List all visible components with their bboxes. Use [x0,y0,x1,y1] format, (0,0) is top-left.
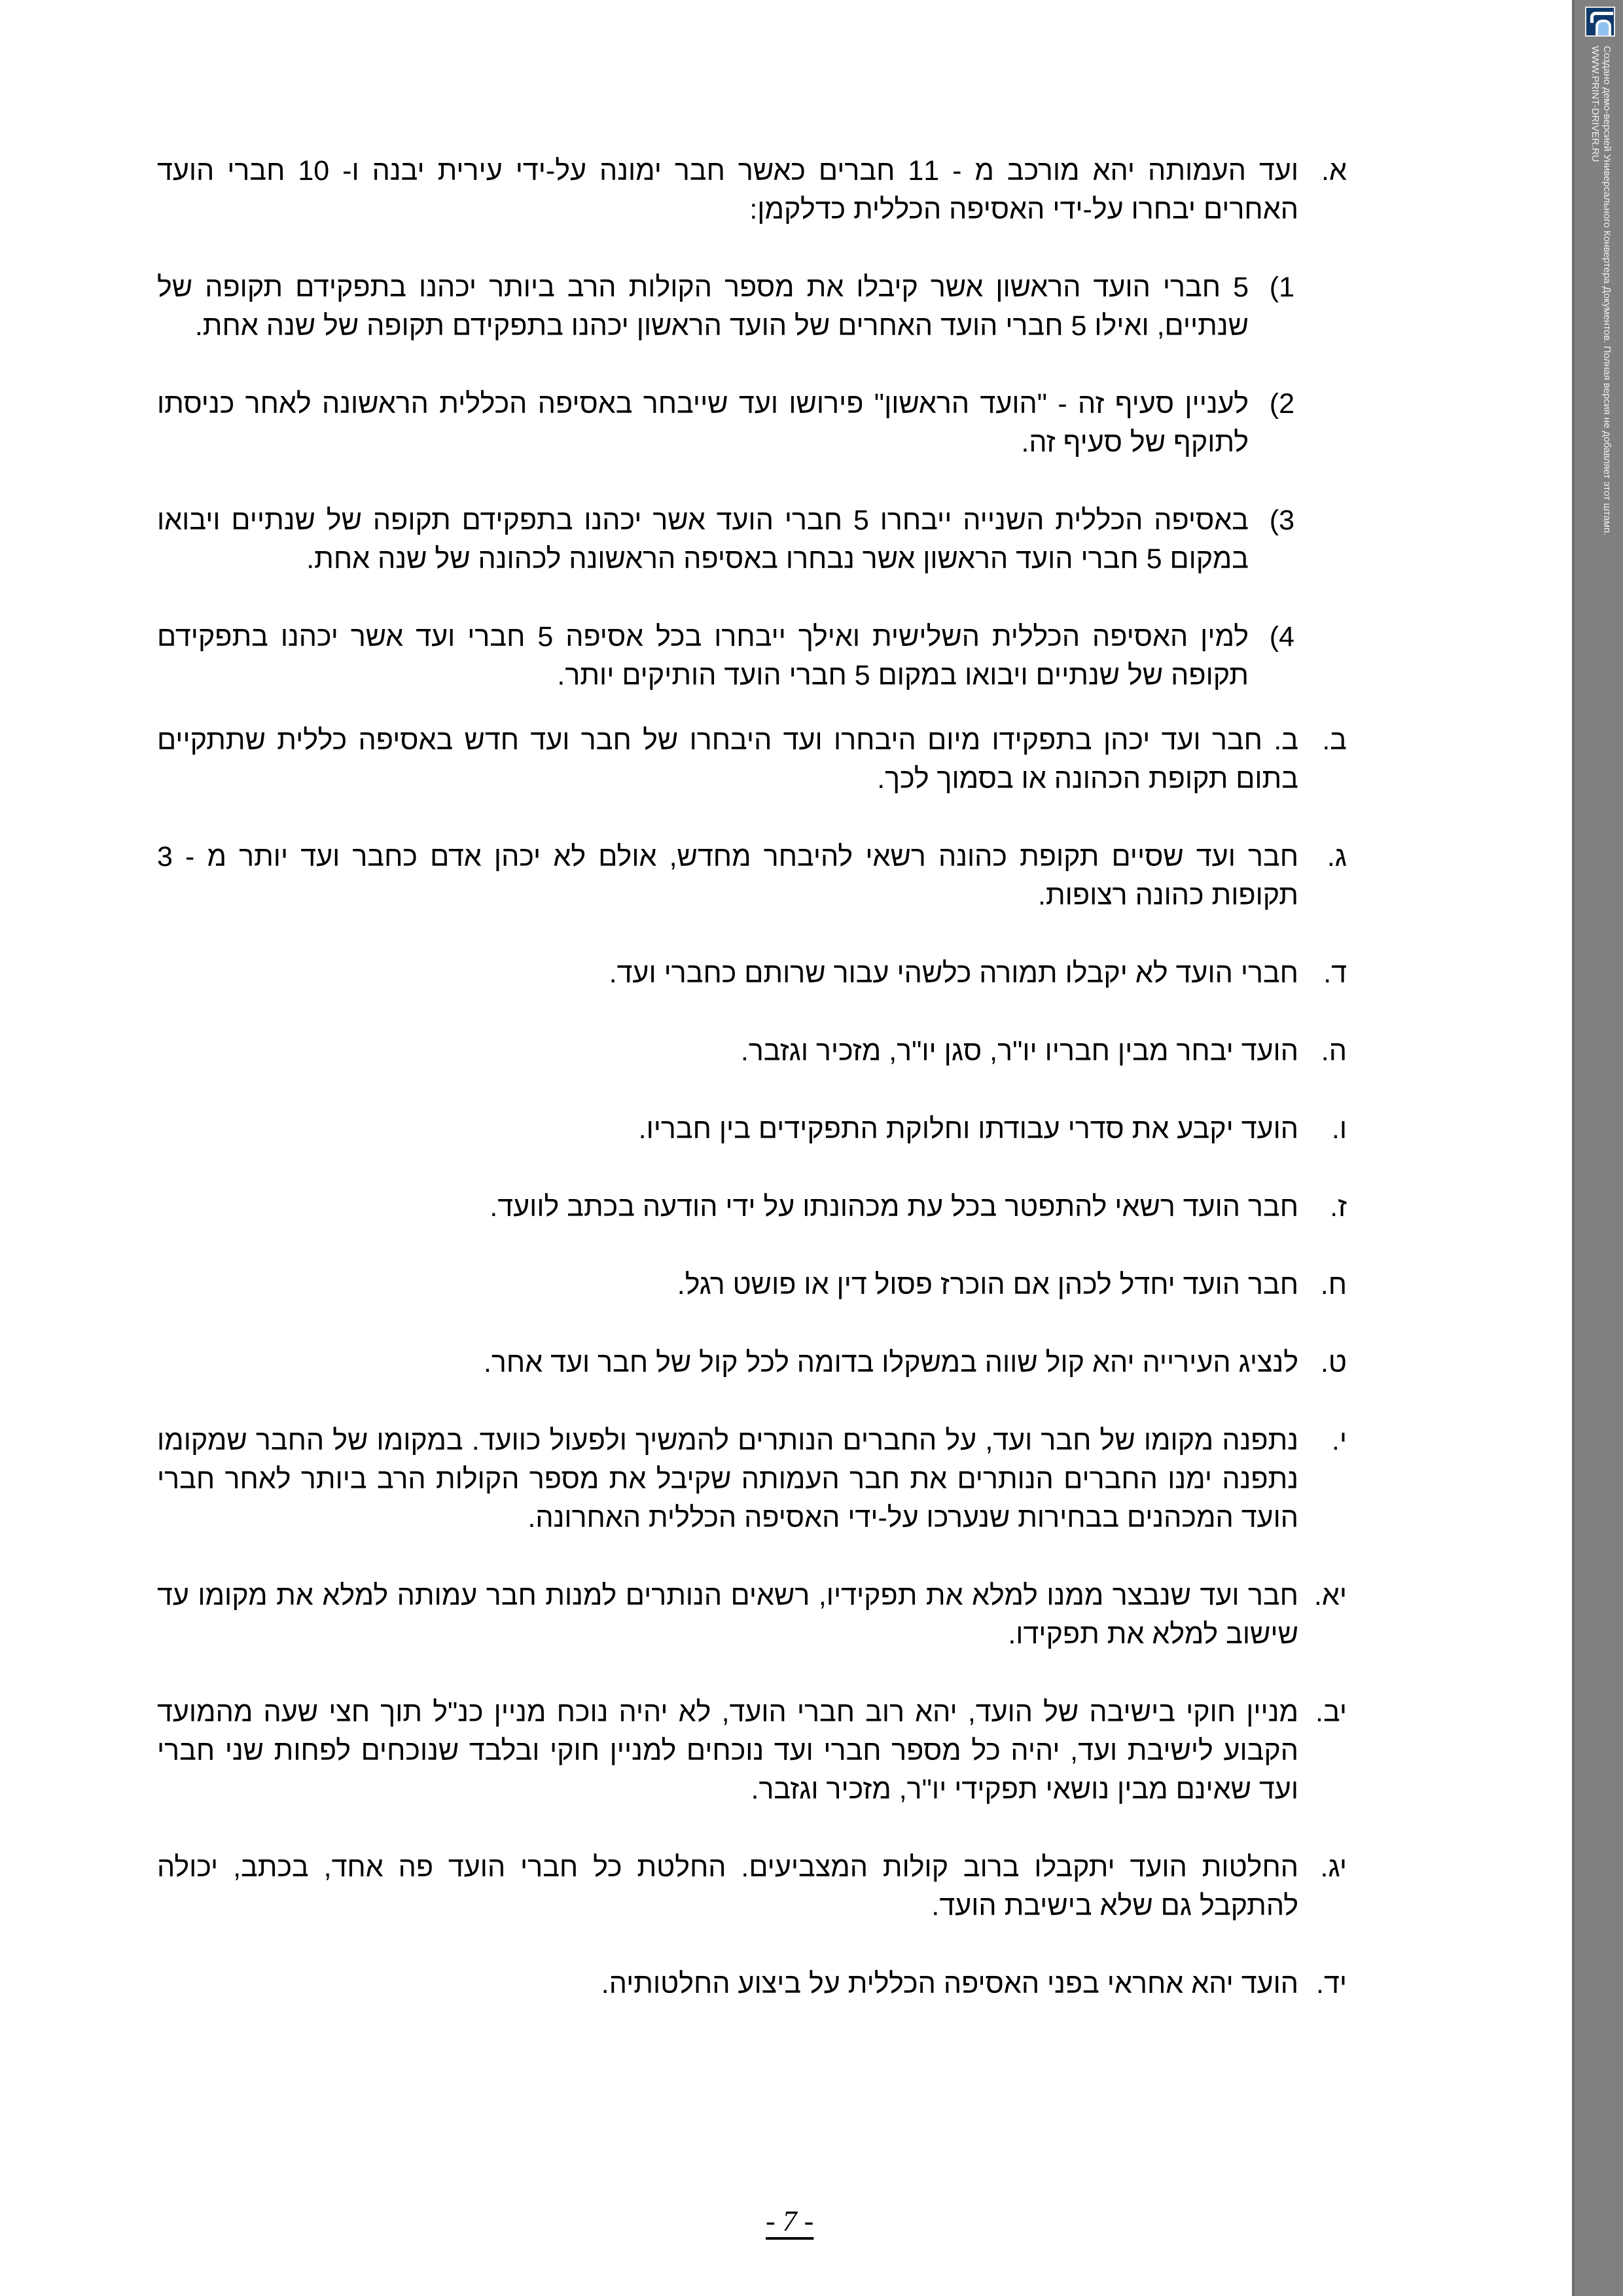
page-number: - 7 - [766,2205,814,2237]
clause-text: הועד יהא אחראי בפני האסיפה הכללית על ביצוע החלטותיה. [601,1968,1298,2000]
clause-yod-dalet [157,1965,1347,2003]
subclause-label: 2) [1269,388,1294,420]
clause-zayin [157,1188,1347,1227]
clause-text: חברי הועד לא יקבלו תמורה כלשהי עבור שרותם כחברי ועד. [609,958,1298,989]
subclause-2 [157,385,1347,462]
watermark-line-2: WWW.PRINT-DRIVER.RU [1590,46,1601,162]
subclause-text: לעניין סעיף זה - "הועד הראשון" פירושו ועד שייבחר באסיפה הכללית הראשונה לאחר כניסתו לתוקף של סעיף זה. [157,388,1249,458]
clause-label: א. [1321,155,1347,187]
clause-label: יג. [1320,1852,1347,1883]
clause-label: י. [1331,1425,1347,1456]
clause-text: מניין חוקי בישיבה של הועד, יהא רוב חברי הועד, לא יהיה נוכח מניין כנ"ל תוך חצי שעה מהמועד הקבוע לישיבת ועד, יהיה כל מספר חברי ועד נוכחים למניין חוקי ובלבד שנוכחים לפחות שני חברי ועד שאינם מבין נושאי תפקידי יו"ר, מזכיר וגזבר. [157,1696,1298,1805]
subclause-label: 4) [1269,621,1294,653]
clause-label: ד. [1323,958,1347,989]
clause-text: חבר הועד יחדל לכהן אם הוכרז פסול דין או פושט רגל. [677,1269,1298,1300]
clause-yod [157,1422,1347,1537]
clause-label: ה. [1321,1035,1347,1067]
clause-vav [157,1110,1347,1149]
document-body [157,152,1347,2043]
clause-yod-bet [157,1693,1347,1809]
clause-alef [157,152,1347,229]
clause-label: ו. [1331,1113,1347,1145]
clause-gimel [157,838,1347,915]
clause-text: הועד יבחר מבין חבריו יו"ר, סגן יו"ר, מזכיר וגזבר. [740,1035,1298,1067]
clause-text: לנציג העירייה יהא קול שווה במשקלו בדומה לכל קול של חבר ועד אחר. [483,1347,1298,1378]
subclause-1 [157,268,1347,346]
clause-bet [157,721,1347,798]
subclause-3 [157,501,1347,579]
clause-text: ב. חבר ועד יכהן בתפקידו מיום היבחרו ועד היבחרו של חבר ועד חדש באסיפה כללית שתתקיים בתום תקופת הכהונה או בסמוך לכך. [157,725,1298,795]
subclause-4 [157,618,1347,695]
watermark-line-1: Создано демо-версией Универсального Конвертера Документов. Полная версия не добавляет этот штамп. [1601,46,1613,536]
clause-het [157,1266,1347,1304]
clause-text: הועד יקבע את סדרי עבודתו וחלוקת התפקידים בין חבריו. [638,1113,1298,1145]
demo-watermark-stamp [1572,0,1623,2296]
clause-label: ג. [1327,841,1347,872]
subclause-text: באסיפה הכללית השנייה ייבחרו 5 חברי הועד אשר יכהנו בתפקידם תקופה של שנתיים ויבואו במקום 5 חברי הועד הראשון אשר נבחרו באסיפה הראשונה לכהונה של שנה אחת. [157,505,1249,575]
clause-dalet [157,954,1347,993]
subclause-text: למין האסיפה הכללית השלישית ואילך ייבחרו בכל אסיפה 5 חברי ועד אשר יכהנו בתפקידם תקופה של שנתיים ויבואו במקום 5 חברי הועד הותיקים יותר. [157,621,1249,691]
clause-text: חבר ועד שסיים תקופת כהונה רשאי להיבחר מחדש, אולם לא יכהן אדם כחבר ועד יותר מ - 3 תקופות כהונה רצופות. [157,841,1298,911]
clause-label: יד. [1316,1968,1347,2000]
clause-text: ועד העמותה יהא מורכב מ - 11 חברים כאשר חבר ימונה על-ידי עירית יבנה ו- 10 חברי הועד האחרים יבחרו על-ידי האסיפה הכללית כדלקמן: [157,155,1298,225]
subclause-text: 5 חברי הועד הראשון אשר קיבלו את מספר הקולות הרב ביותר יכהנו בתפקידם תקופה של שנתיים, ואילו 5 חברי הועד האחרים של הועד הראשון יכהנו בתפקידם תקופה של שנה אחת. [157,272,1249,342]
subclause-label: 1) [1269,272,1294,303]
clause-he [157,1032,1347,1071]
watermark-text [1589,46,1613,535]
clause-yod-gimel [157,1848,1347,1926]
clause-label: ט. [1320,1347,1347,1378]
clause-tet [157,1344,1347,1382]
clause-label: יא. [1313,1580,1347,1611]
clause-label: ח. [1320,1269,1347,1300]
clause-text: החלטות הועד יתקבלו ברוב קולות המצביעים. החלטת כל חברי הועד פה אחד, בכתב, יכולה להתקבל גם שלא בישיבת הועד. [157,1852,1298,1922]
clause-text: נתפנה מקומו של חבר ועד, על החברים הנותרים להמשיך ולפעול כוועד. במקומו של החבר שמקומו נתפנה ימנו החברים הנותרים את חבר העמותה שקיבל את מספר הקולות הרב ביותר לאחר חברי הועד המכהנים בבחירות שנערכו על-ידי האסיפה הכללית האחרונה. [157,1425,1298,1534]
clause-yod-alef [157,1577,1347,1654]
subclause-label: 3) [1269,505,1294,536]
clause-label: ב. [1322,725,1347,756]
clause-label: ז. [1330,1191,1347,1223]
clause-text: חבר הועד רשאי להתפטר בכל עת מכהונתו על ידי הודעה בכתב לוועד. [490,1191,1298,1223]
clause-text: חבר ועד שנבצר ממנו למלא את תפקידיו, רשאים הנותרים למנות חבר עמותה למלא את מקומו עד שישוב למלא את תפקידו. [157,1580,1298,1650]
clause-label: יב. [1315,1696,1347,1728]
converter-logo-icon [1585,7,1615,37]
